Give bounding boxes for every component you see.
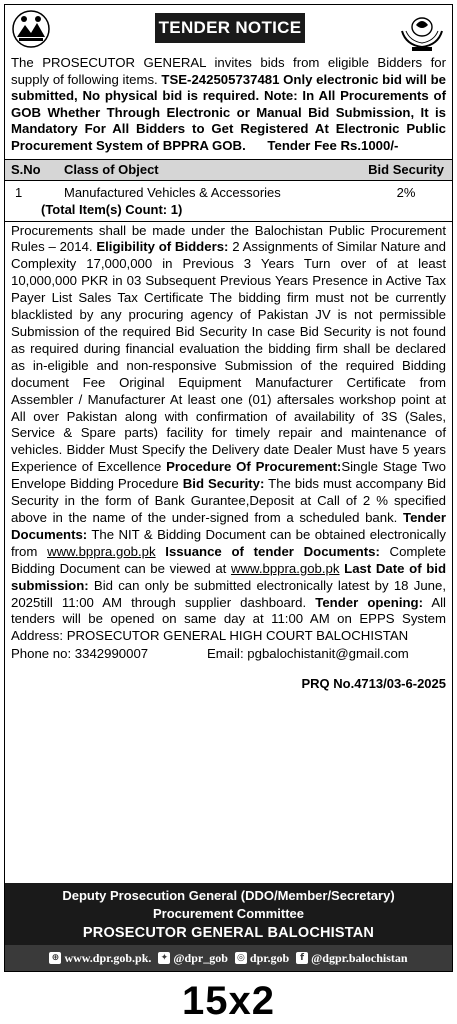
bppra-link-2[interactable]: www.bppra.gob.pk <box>230 560 340 576</box>
issuance-heading: Issuance of tender Documents: <box>155 543 380 559</box>
facebook-item[interactable] <box>296 951 407 966</box>
intro-tender-id-note: TSE-242505737481 Only electronic bid will be submitted, No physical bid is required. Note: In All Procurements of GOB Whether Through Electronic or Manual Bid Submission, It is Mandatory For All Bidders to Get Registered At Electronic Public Procurement System of BPPRA GOB. <box>11 71 446 153</box>
signatory-footer <box>5 883 452 945</box>
tender-opening-text: All tenders will be opened on same day at 11:00 AM on EPPS System Address: PROSECUTOR GENERAL HIGH COURT BALOCHISTAN <box>11 594 446 644</box>
total-items-count: (Total Item(s) Count: 1) <box>5 201 452 222</box>
last-date-text: Bid can only be submitted electronically latest by 18 June, 2025till 11:00 AM through supplier dashboard. <box>11 577 446 610</box>
globe-icon: ⊕ <box>49 952 61 964</box>
last-date-heading: Last Date of bid submission: <box>11 560 447 593</box>
tender-documents-heading: Tender Documents: <box>11 509 446 542</box>
row-item: Manufactured Vehicles & Accessories <box>64 184 281 200</box>
eligibility-heading: Eligibility of Bidders: <box>96 239 229 255</box>
intro-paragraph <box>5 55 452 155</box>
terms-text: Procurements shall be made under the Balochistan Public Procurement Rules – 2014. <box>11 222 446 255</box>
facebook-icon: f <box>296 952 308 964</box>
instagram-icon: ◎ <box>235 952 247 964</box>
phone-number: Phone no: 3342990007 <box>11 646 149 662</box>
items-table-header <box>5 159 452 181</box>
tender-notice <box>4 4 453 972</box>
procedure-text: Single Stage Two Envelope Bidding Procedure <box>11 459 446 492</box>
twitter-icon: ✦ <box>158 952 170 964</box>
issuance-text: Complete Bidding Document can be viewed at <box>11 543 446 576</box>
government-seal-logo <box>398 9 446 53</box>
ad-size-label: 15x2 <box>182 979 275 1023</box>
email-address: Email: pgbalochistanit@gmail.com <box>207 646 409 662</box>
procedure-heading: Procedure Of Procurement: <box>166 459 342 475</box>
footer-committee: Procurement Committee <box>153 906 304 921</box>
page-title: TENDER NOTICE <box>155 13 305 43</box>
notice-header <box>5 5 452 55</box>
footer-designation: Deputy Prosecution General (DDO/Member/Secretary) <box>62 888 395 903</box>
instagram-handle[interactable]: dpr.gob <box>249 950 290 965</box>
tender-fee: Tender Fee Rs.1000/- <box>267 137 399 153</box>
facebook-handle[interactable]: @dgpr.balochistan <box>311 950 408 965</box>
footer-office: PROSECUTOR GENERAL BALOCHISTAN <box>82 925 375 941</box>
terms-paragraph <box>5 222 452 646</box>
prq-number: PRQ No.4713/03-6-2025 <box>301 676 446 692</box>
header-class-of-object: Class of Object <box>64 161 159 177</box>
header-sno: S.No <box>11 161 41 177</box>
tender-opening-heading: Tender opening: <box>315 594 423 610</box>
website-item[interactable] <box>49 951 151 966</box>
social-bar <box>5 945 452 971</box>
intro-text: The PROSECUTOR GENERAL invites bids from eligible Bidders for supply of following items. <box>11 55 446 87</box>
balochistan-emblem-logo <box>11 9 51 49</box>
twitter-item[interactable] <box>158 951 228 966</box>
table-row <box>5 181 452 201</box>
website-link[interactable]: www.dpr.gob.pk. <box>64 950 152 965</box>
contact-row <box>5 645 452 662</box>
twitter-handle[interactable]: @dpr_gob <box>173 950 228 965</box>
header-bid-security: Bid Security <box>368 161 444 177</box>
bid-security-text: The bids must accompany Bid Security in the form of Bank Gurantee,Deposit at Call of 2 % specified above in the name of the under-signed from a scheduled bank. <box>11 476 447 525</box>
row-sno: 1 <box>15 184 23 200</box>
eligibility-text: 2 Assignments of Similar Nature and Complexity 17,000,000 in Previous 3 Years Turn over of at least 10,000,000 PKR in 03 Subsequent Previous Years Presence in Active Tax Payer List Sales Tax Certificate The bidding firm must not be currently blacklisted by any procuring agency of Pakistan JV is not permissible Submission of the required Bid Security In case Bid Security is not found as required during financial evaluation the bidding firm shall be declared as in-eligible and non-responsive Submission of the required Bidding document Fee Original Equipment Manufacturer Certificate from Assembler / Manufacturer At least one (01) aftersales workshop point at All over Pakistan along with confirmation of availability of 3S (Sales, Service & Spare parts) facility for timely repair and maintenance of vehicles. Bidder Must Specify the Delivery date Dealer Must have 5 years Experience of Excellence <box>11 239 446 475</box>
tender-documents-text: The NIT & Bidding Document can be obtained electronically from <box>11 526 446 559</box>
row-bid-security: 2% <box>396 184 416 200</box>
instagram-item[interactable] <box>235 951 289 966</box>
bid-security-heading: Bid Security: <box>182 476 265 492</box>
bppra-link[interactable]: www.bppra.gob.pk <box>47 543 156 559</box>
